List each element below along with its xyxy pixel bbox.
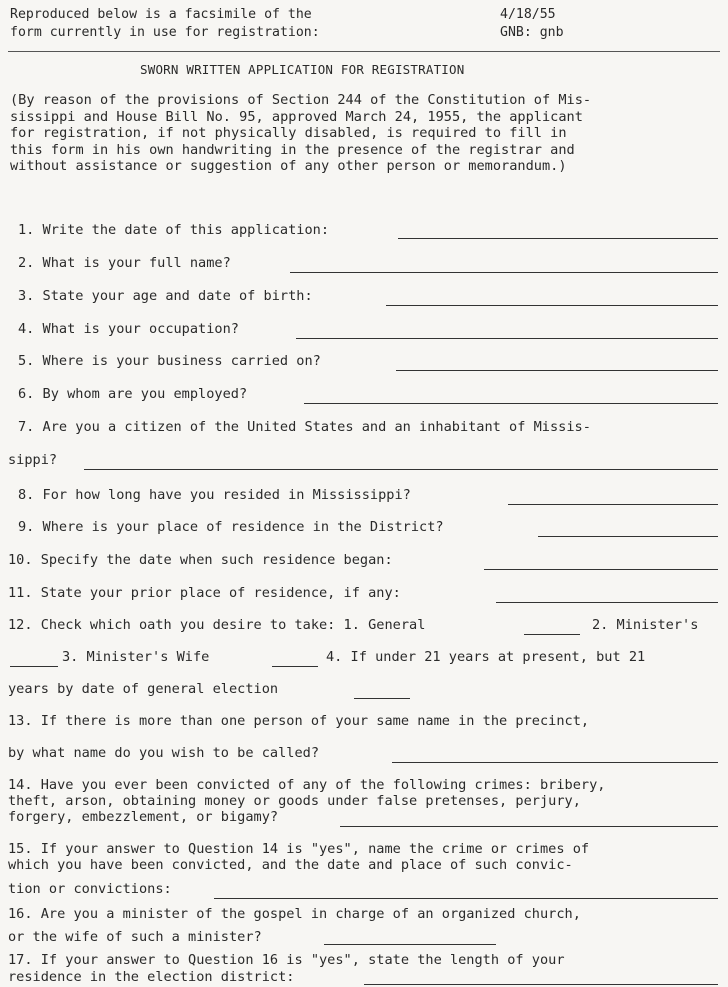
answer-line-4[interactable] bbox=[296, 338, 718, 339]
question-1: 1. Write the date of this application: bbox=[18, 222, 329, 238]
header-date: 4/18/55 bbox=[500, 7, 556, 22]
oath-general-blank[interactable] bbox=[524, 634, 580, 635]
oath-minister-wife-blank[interactable] bbox=[272, 666, 318, 667]
intro-line: for registration, if not physically disabled, is required to fill in bbox=[10, 125, 567, 142]
answer-line-8[interactable] bbox=[508, 504, 718, 505]
question-3: 3. State your age and date of birth: bbox=[18, 288, 313, 304]
header-initials: GNB: gnb bbox=[500, 25, 564, 40]
question-14-line3: forgery, embezzlement, or bigamy? bbox=[8, 809, 279, 825]
header-meta bbox=[500, 6, 564, 42]
facsimile-note bbox=[10, 6, 320, 42]
question-9: 9. Where is your place of residence in the District? bbox=[18, 519, 444, 535]
question-12-line1: 12. Check which oath you desire to take: 1. General bbox=[8, 617, 426, 633]
facsimile-note-line2: form currently in use for registration: bbox=[10, 25, 320, 40]
oath-minister-label: 2. Minister's bbox=[592, 617, 699, 633]
question-15-line2: which you have been convicted, and the date and place of such convic- bbox=[8, 857, 573, 873]
answer-line-1[interactable] bbox=[398, 238, 718, 239]
question-16-line1: 16. Are you a minister of the gospel in charge of an organized church, bbox=[8, 906, 581, 922]
question-4: 4. What is your occupation? bbox=[18, 321, 239, 337]
question-12-line3: years by date of general election bbox=[8, 681, 279, 697]
oath-minister-wife-label: 3. Minister's Wife bbox=[62, 649, 210, 665]
answer-line-17[interactable] bbox=[364, 984, 718, 985]
intro-line: without assistance or suggestion of any other person or memorandum.) bbox=[10, 158, 567, 175]
answer-line-6[interactable] bbox=[304, 403, 718, 404]
question-5: 5. Where is your business carried on? bbox=[18, 353, 321, 369]
question-2: 2. What is your full name? bbox=[18, 255, 231, 271]
intro-line: (By reason of the provisions of Section 244 of the Constitution of Mis- bbox=[10, 92, 592, 108]
facsimile-note-line1: Reproduced below is a facsimile of the bbox=[10, 7, 312, 22]
form-title: SWORN WRITTEN APPLICATION FOR REGISTRATION bbox=[140, 62, 465, 77]
question-13-line2: by what name do you wish to be called? bbox=[8, 745, 319, 761]
question-14-line2: theft, arson, obtaining money or goods under false pretenses, perjury, bbox=[8, 793, 581, 809]
answer-line-5[interactable] bbox=[396, 370, 718, 371]
question-14-line1: 14. Have you ever been convicted of any of the following crimes: bribery, bbox=[8, 777, 606, 793]
oath-minister-blank[interactable] bbox=[10, 666, 58, 667]
answer-line-2[interactable] bbox=[290, 272, 718, 273]
answer-line-3[interactable] bbox=[386, 305, 718, 306]
question-17-line2: residence in the election district: bbox=[8, 969, 295, 985]
oath-under-21-label: 4. If under 21 years at present, but 21 bbox=[326, 649, 646, 665]
header-divider bbox=[8, 51, 720, 52]
question-11: 11. State your prior place of residence, if any: bbox=[8, 585, 401, 601]
intro-line: this form in his own handwriting in the presence of the registrar and bbox=[10, 141, 575, 158]
answer-line-15[interactable] bbox=[214, 898, 718, 899]
question-6: 6. By whom are you employed? bbox=[18, 386, 248, 402]
answer-line-10[interactable] bbox=[484, 569, 718, 570]
answer-line-14[interactable] bbox=[340, 826, 718, 827]
question-17-line1: 17. If your answer to Question 16 is "yes", state the length of your bbox=[8, 952, 565, 968]
question-10: 10. Specify the date when such residence began: bbox=[8, 552, 393, 568]
intro-paragraph bbox=[10, 92, 722, 175]
question-7-line2: sippi? bbox=[8, 452, 58, 468]
question-15-line3: tion or convictions: bbox=[8, 881, 172, 897]
intro-line: sissippi and House Bill No. 95, approved March 24, 1955, the applicant bbox=[10, 108, 583, 125]
answer-line-7[interactable] bbox=[84, 469, 718, 470]
oath-under-21-blank[interactable] bbox=[354, 698, 410, 699]
answer-line-16[interactable] bbox=[324, 944, 496, 945]
answer-line-9[interactable] bbox=[538, 536, 718, 537]
question-13-line1: 13. If there is more than one person of your same name in the precinct, bbox=[8, 713, 590, 729]
question-8: 8. For how long have you resided in Mississippi? bbox=[18, 487, 411, 503]
answer-line-13[interactable] bbox=[392, 762, 718, 763]
answer-line-11[interactable] bbox=[496, 602, 718, 603]
question-16-line2: or the wife of such a minister? bbox=[8, 929, 262, 945]
question-7-line1: 7. Are you a citizen of the United States and an inhabitant of Missis- bbox=[18, 419, 591, 435]
question-15-line1: 15. If your answer to Question 14 is "yes", name the crime or crimes of bbox=[8, 841, 590, 857]
